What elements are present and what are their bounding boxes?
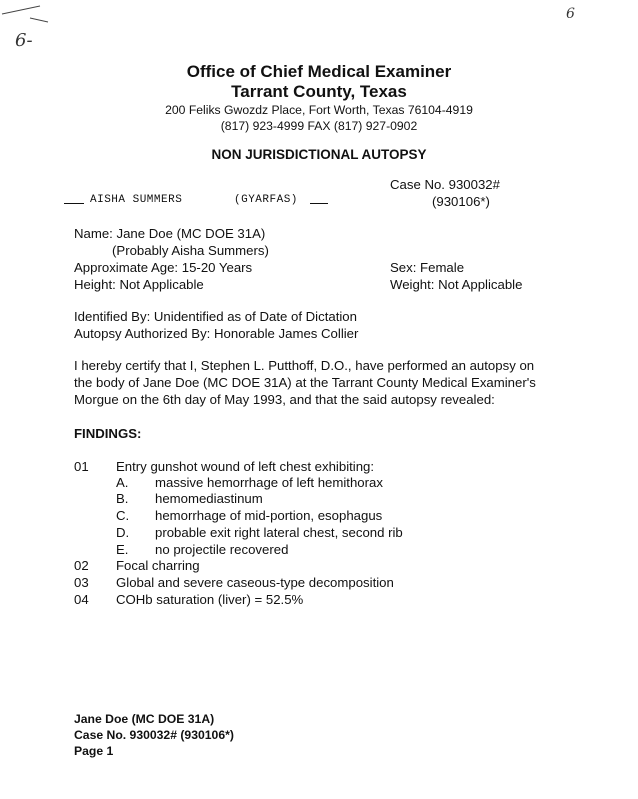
subject-sex: Sex: Female	[390, 260, 465, 275]
finding-text: Focal charring	[116, 558, 200, 573]
underline-right	[310, 203, 328, 204]
subject-height: Height: Not Applicable	[74, 277, 204, 292]
subfinding-letter: D.	[116, 525, 130, 540]
subject-age: Approximate Age: 15-20 Years	[74, 260, 253, 275]
authorized-by: Autopsy Authorized By: Honorable James Collier	[74, 326, 359, 341]
finding-text: Global and severe caseous-type decomposition	[116, 575, 394, 590]
footer-case-number: Case No. 930032# (930106*)	[74, 728, 234, 742]
finding-number: 04	[74, 592, 89, 607]
subfinding-text: hemomediastinum	[155, 491, 263, 506]
typed-name-note: AISHA SUMMERS	[90, 194, 183, 206]
certification-line-1: I hereby certify that I, Stephen L. Putthoff, D.O., have performed an autopsy on	[74, 358, 535, 373]
footer-name: Jane Doe (MC DOE 31A)	[74, 712, 215, 726]
finding-text: COHb saturation (liver) = 52.5%	[116, 592, 304, 607]
handwritten-top-right: 6	[566, 6, 575, 22]
subfinding-text: massive hemorrhage of left hemithorax	[155, 475, 383, 490]
handwritten-top-left: 6-	[15, 30, 33, 51]
subject-probable-identity: (Probably Aisha Summers)	[112, 243, 269, 258]
footer-page-number: Page 1	[74, 744, 114, 758]
typed-alias-note: (GYARFAS)	[234, 194, 298, 206]
case-alt-number: (930106*)	[432, 194, 490, 209]
finding-number: 03	[74, 575, 89, 590]
finding-text: Entry gunshot wound of left chest exhibiting:	[116, 459, 375, 474]
certification-line-3: Morgue on the 6th day of May 1993, and that the said autopsy revealed:	[74, 392, 495, 407]
subfinding-text: hemorrhage of mid-portion, esophagus	[155, 508, 383, 523]
subject-name: Name: Jane Doe (MC DOE 31A)	[74, 226, 266, 241]
document-title: NON JURISDICTIONAL AUTOPSY	[211, 147, 427, 162]
finding-number: 01	[74, 459, 89, 474]
office-address: 200 Feliks Gwozdz Place, Fort Worth, Texas 76104-4919	[165, 103, 473, 117]
certification-line-2: the body of Jane Doe (MC DOE 31A) at the Tarrant County Medical Examiner's	[74, 375, 536, 390]
subfinding-letter: C.	[116, 508, 130, 523]
findings-heading: FINDINGS:	[74, 426, 142, 441]
subfinding-text: probable exit right lateral chest, second rib	[155, 525, 403, 540]
subfinding-text: no projectile recovered	[155, 542, 289, 557]
office-title: Office of Chief Medical Examiner	[186, 62, 452, 81]
subject-weight: Weight: Not Applicable	[390, 277, 523, 292]
subfinding-letter: B.	[116, 491, 129, 506]
handwritten-scribble	[0, 0, 80, 60]
identified-by: Identified By: Unidentified as of Date of Dictation	[74, 309, 357, 324]
subfinding-letter: E.	[116, 542, 129, 557]
county-title: Tarrant County, Texas	[231, 82, 407, 101]
case-number: Case No. 930032#	[390, 177, 500, 192]
underline-left	[64, 203, 84, 204]
finding-number: 02	[74, 558, 89, 573]
subfinding-letter: A.	[116, 475, 129, 490]
office-phone: (817) 923-4999 FAX (817) 927-0902	[220, 119, 418, 133]
